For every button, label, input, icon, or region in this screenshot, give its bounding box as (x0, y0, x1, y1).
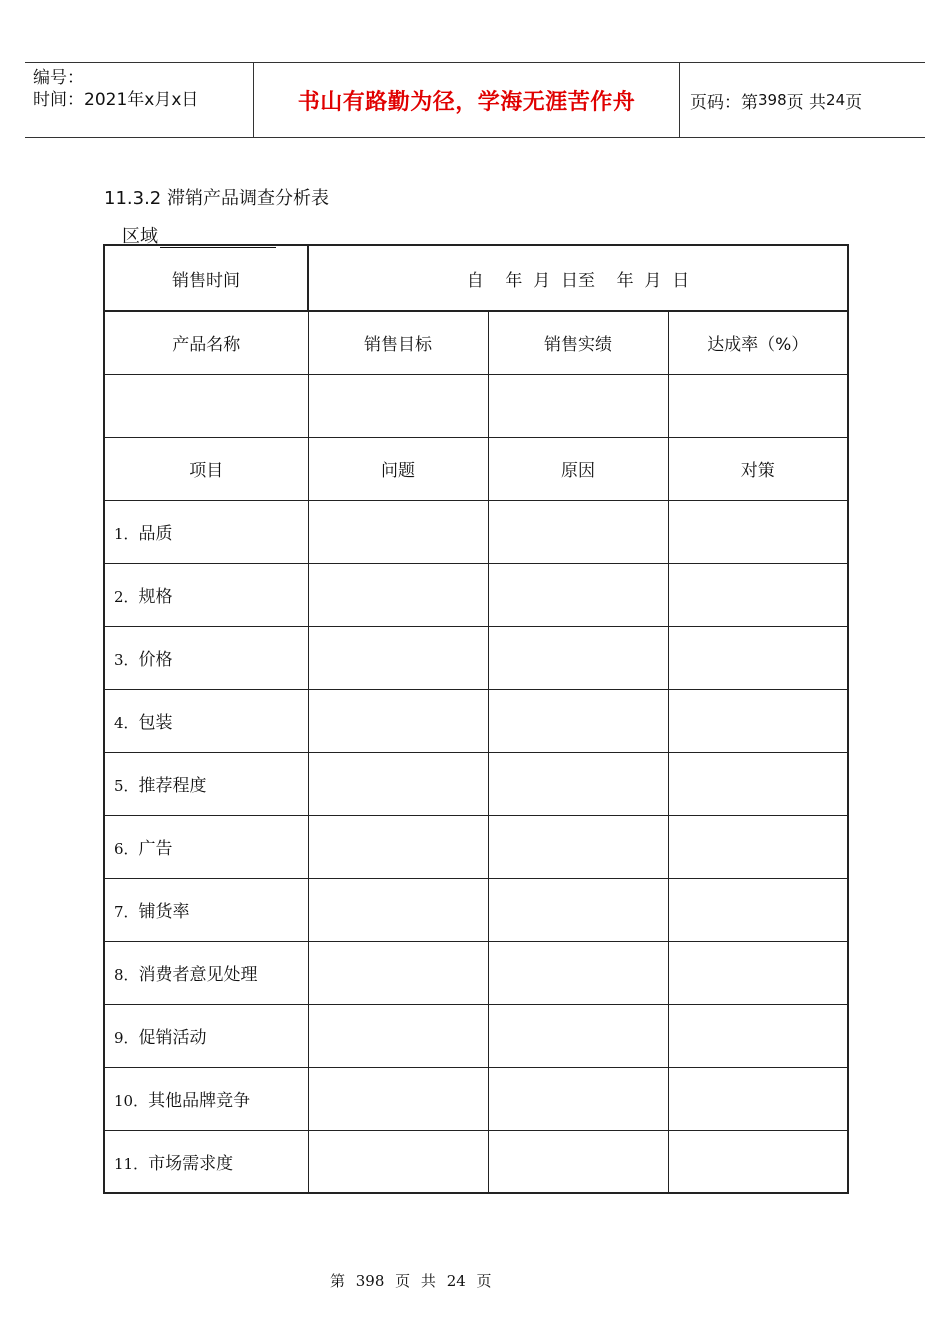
problem-cell[interactable] (308, 1130, 488, 1193)
item-label-cell (104, 500, 308, 563)
col-sales-target: 销售目标 (308, 311, 488, 374)
table-row (104, 941, 848, 1004)
item-number: 8． (114, 966, 139, 984)
achievement-rate-cell[interactable] (668, 374, 848, 437)
page-suffix: 页 (845, 92, 863, 113)
col-sales-actual: 销售实绩 (488, 311, 668, 374)
sales-actual-cell[interactable] (488, 374, 668, 437)
col-item: 项目 (104, 437, 308, 500)
item-label-cell (104, 815, 308, 878)
table-row (104, 500, 848, 563)
page-footer: 第 398 页 共 24 页 (330, 1272, 492, 1290)
problem-cell[interactable] (308, 752, 488, 815)
countermeasure-cell[interactable] (668, 878, 848, 941)
item-label: 价格 (138, 650, 173, 670)
table-row (104, 563, 848, 626)
item-label: 其他品牌竞争 (148, 1091, 251, 1111)
problem-cell[interactable] (308, 941, 488, 1004)
problem-cell[interactable] (308, 689, 488, 752)
problem-cell[interactable] (308, 563, 488, 626)
countermeasure-cell[interactable] (668, 626, 848, 689)
table-row (104, 752, 848, 815)
sales-period[interactable]: 自 年 月 日至 年 月 日 (308, 245, 848, 311)
countermeasure-cell[interactable] (668, 752, 848, 815)
item-label: 包装 (138, 713, 173, 733)
item-label: 促销活动 (138, 1028, 207, 1048)
cause-cell[interactable] (488, 941, 668, 1004)
item-label: 消费者意见处理 (138, 965, 258, 985)
countermeasure-cell[interactable] (668, 500, 848, 563)
sales-time-row (104, 245, 848, 311)
item-number: 5． (114, 777, 139, 795)
page-mid: 页 共 (786, 92, 827, 113)
item-number: 4． (114, 714, 139, 732)
sales-target-cell[interactable] (308, 374, 488, 437)
problem-cell[interactable] (308, 500, 488, 563)
item-label-cell (104, 752, 308, 815)
cause-cell[interactable] (488, 500, 668, 563)
cause-cell[interactable] (488, 1067, 668, 1130)
cause-cell[interactable] (488, 752, 668, 815)
item-number: 1． (114, 525, 139, 543)
item-label: 广告 (138, 839, 173, 859)
col-cause: 原因 (488, 437, 668, 500)
item-label-cell (104, 1130, 308, 1193)
item-number: 3． (114, 651, 139, 669)
item-label-cell (104, 563, 308, 626)
countermeasure-cell[interactable] (668, 1067, 848, 1130)
page-header (25, 62, 925, 138)
problem-cell[interactable] (308, 1067, 488, 1130)
table-row (104, 1067, 848, 1130)
region-label: 区域 (122, 226, 158, 247)
item-label-cell (104, 1067, 308, 1130)
item-label-cell (104, 626, 308, 689)
doc-title: 11.3.2 滞销产品调查分析表 (104, 188, 329, 209)
table-row (104, 1130, 848, 1193)
cause-cell[interactable] (488, 1130, 668, 1193)
item-label: 品质 (138, 524, 173, 544)
item-rows (104, 500, 848, 1193)
item-number: 6． (114, 840, 139, 858)
col-product-name: 产品名称 (104, 311, 308, 374)
item-number: 7． (114, 903, 139, 921)
countermeasure-cell[interactable] (668, 1004, 848, 1067)
item-number: 9． (114, 1029, 139, 1047)
table-row (104, 815, 848, 878)
page-total: 24 (826, 91, 846, 109)
item-number: 11． (114, 1154, 149, 1173)
item-label: 规格 (138, 587, 173, 607)
cause-cell[interactable] (488, 878, 668, 941)
product-name-cell[interactable] (104, 374, 308, 437)
product-entry-row (104, 374, 848, 437)
sales-time-label: 销售时间 (104, 245, 308, 311)
table-row (104, 626, 848, 689)
header-page-info (680, 63, 925, 137)
countermeasure-cell[interactable] (668, 1130, 848, 1193)
cause-cell[interactable] (488, 626, 668, 689)
item-label-cell (104, 689, 308, 752)
item-number: 10． (114, 1092, 149, 1110)
product-header-row (104, 311, 848, 374)
countermeasure-cell[interactable] (668, 815, 848, 878)
analysis-table (103, 244, 849, 1194)
table-row (104, 878, 848, 941)
col-achievement-rate: 达成率（%） (668, 311, 848, 374)
item-header-row (104, 437, 848, 500)
problem-cell[interactable] (308, 815, 488, 878)
number-label: 编号： (33, 68, 84, 88)
col-problem: 问题 (308, 437, 488, 500)
item-label: 市场需求度 (148, 1153, 234, 1174)
table-row (104, 689, 848, 752)
countermeasure-cell[interactable] (668, 941, 848, 1004)
problem-cell[interactable] (308, 626, 488, 689)
item-label-cell (104, 1004, 308, 1067)
table-row (104, 1004, 848, 1067)
item-label-cell (104, 941, 308, 1004)
countermeasure-cell[interactable] (668, 689, 848, 752)
header-motto: 书山有路勤为径，学海无涯苦作舟 (254, 63, 680, 137)
item-number: 2． (114, 588, 139, 606)
item-label-cell (104, 878, 308, 941)
page-prefix: 页码：第 (690, 92, 758, 113)
cause-cell[interactable] (488, 1004, 668, 1067)
page-current: 398 (758, 91, 787, 109)
cause-cell[interactable] (488, 563, 668, 626)
header-meta (25, 63, 254, 137)
item-label: 推荐程度 (138, 776, 207, 796)
item-label: 铺货率 (138, 902, 190, 922)
cause-cell[interactable] (488, 689, 668, 752)
problem-cell[interactable] (308, 1004, 488, 1067)
col-countermeasure: 对策 (668, 437, 848, 500)
countermeasure-cell[interactable] (668, 563, 848, 626)
time-label: 时间：2021年x月x日 (33, 90, 199, 110)
cause-cell[interactable] (488, 815, 668, 878)
problem-cell[interactable] (308, 878, 488, 941)
